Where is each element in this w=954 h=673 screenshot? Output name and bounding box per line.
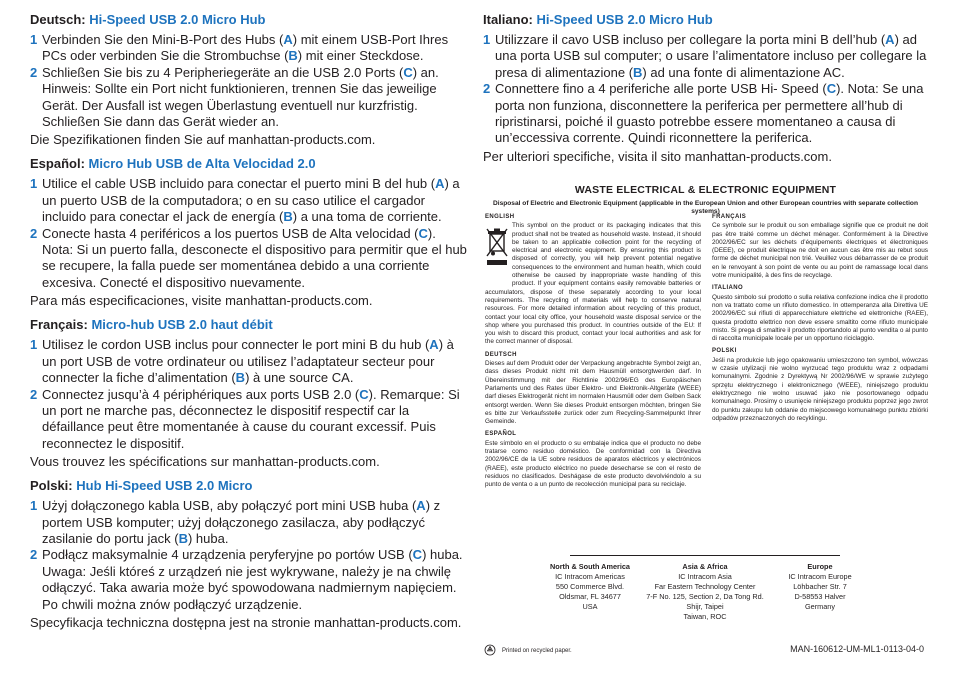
- product-name: Micro Hub USB de Alta Velocidad 2.0: [88, 156, 316, 172]
- step-1: [30, 337, 470, 386]
- step-text: Utilice el cable USB incluido para conectar el puerto mini B del hub (A) a un puerto USB de la computadora; o en su caso utilice el cargador incluido para conectar el jack de energía (B) a una toma de corriente.: [42, 176, 460, 225]
- office-region: North & South America: [549, 562, 630, 571]
- document-number: MAN-160612-UM-ML1-0113-04-0: [790, 644, 924, 654]
- ref-b: B: [288, 48, 298, 64]
- address-line: IC Intracom Europe: [788, 572, 852, 581]
- ref-b: B: [283, 209, 293, 225]
- recycled-paper-note: [484, 644, 572, 658]
- step-1: [30, 498, 470, 547]
- language-label: Deutsch:: [30, 12, 86, 27]
- weee-lang-heading: DEUTSCH: [485, 351, 517, 358]
- recycle-icon: [484, 644, 496, 658]
- weee-columns: [485, 213, 928, 490]
- step-text: Schließen Sie bis zu 4 Peripheriegeräte an die USB 2.0 Ports (C) an. Hinweis: Sollte ein Port nicht funktionieren, trennen Sie das jeweilige Gerät. Der Ausfall ist wegen Überlastung eventuell nur kurzfristig. Schließen Sie dann das Gerät wieder an.: [42, 64, 439, 130]
- weee-text-espanol: Este símbolo en el producto o su embalaje indica que el producto no debe tratarse como residuo doméstico. De conformidad con la Directiva 2002/96/CE de la UE sobre residuos de aparatos eléctricos y electrónicos (RAEE), este producto eléctrico no puede desecharse se con el resto de residuos no clasificados. Deshágase de este producto devolviéndolo a su punto de venta o a un punto de recolección municipal para su reciclaje.: [485, 439, 701, 489]
- weee-lang-heading: ESPAÑOL: [485, 431, 517, 438]
- language-label: Polski:: [30, 478, 73, 494]
- step-text: Conecte hasta 4 periféricos a los puertos USB de Alta velocidad (C). Nota: Si un puerto falla, desconecte el dispositivo para permitir que el hub se recupere, la falla puede ser momentánea debido a una corriente excesiva. Conecté el dispositivo nuevamente.: [42, 225, 467, 290]
- weee-lang-heading: ITALIANO: [712, 285, 744, 292]
- section-francais: [30, 317, 470, 470]
- address-line: Germany: [804, 602, 835, 611]
- weee-text-polski: Jeśli na produkcie lub jego opakowaniu umieszczono ten symbol, wówczas w czasie utylizacji nie wolno wyrzucać tego produktu wraz z odpadami komunalnymi. Zgodnie z Dyrektywą Nr 2002/96/WE w sprawie zużytego sprzętu elektrycznego i elektronicznego (WEEE), niniejszego produktu elektrycznego nie wolno usuwać jako nie posortowanego odpadu komunalnego. Prosimy o usunięcie niniejszego produktu poprzez jego zwrot do punktu zakupu lub oddanie do miejscowego komunalnego punktu zbiórki odpadów przeznaczonych do recyklingu.: [712, 356, 928, 422]
- section-title: [483, 12, 928, 27]
- weee-lang-heading: ENGLISH: [485, 214, 515, 220]
- ref-a: A: [283, 32, 293, 47]
- product-name: Hi-Speed USB 2.0 Micro Hub: [536, 12, 713, 27]
- step-2: [30, 65, 470, 131]
- office-region: Europe: [807, 562, 833, 571]
- language-label: Français:: [30, 317, 88, 333]
- step-2: [30, 226, 470, 292]
- left-column: [30, 12, 470, 639]
- right-column: [483, 12, 928, 173]
- step-2: [30, 547, 470, 613]
- ref-a: A: [429, 337, 439, 353]
- office-europe: [770, 562, 870, 622]
- step-text: Connettere fino a 4 periferiche alle porte USB Hi- Speed (C). Nota: Se una porta non funziona, disconnettere la periferica per permettere all’hub di ripristinarsi, poiché il guasto potrebbe essere momentaneo a causa di un’eccessiva corrente. Quindi riconnettere la periferica.: [495, 81, 924, 146]
- step-number: 2: [30, 386, 38, 402]
- step-2: [30, 387, 470, 453]
- step-1: [30, 176, 470, 225]
- step-number: 1: [30, 176, 38, 192]
- product-name: Hi-Speed USB 2.0 Micro Hub: [89, 12, 266, 27]
- address-line: USA: [582, 602, 598, 611]
- ref-a: A: [416, 498, 426, 514]
- weee-section: [483, 183, 928, 489]
- office-asia: [645, 562, 765, 622]
- ref-c: C: [826, 81, 837, 97]
- step-text: Utilizzare il cavo USB incluso per collegare la porta mini B dell’hub (A) ad una porta USB sul computer; o usare l’alimentatore incluso per collegare la presa di alimentazione (B) ad una fonte di alimentazione AC.: [495, 32, 927, 80]
- address-line: 7-F No. 125, Section 2, Da Tong Rd.: [646, 592, 764, 601]
- ref-b: B: [235, 370, 246, 386]
- step-number: 1: [483, 32, 491, 47]
- spec-note: Per ulteriori specifiche, visita il sito manhattan-products.com.: [483, 148, 832, 164]
- language-label: Español:: [30, 156, 85, 172]
- crossed-out-wheelie-bin-icon: [485, 226, 509, 284]
- ref-c: C: [359, 386, 369, 402]
- weee-lang-heading: POLSKI: [712, 348, 737, 355]
- step-text: Verbinden Sie den Mini-B-Port des Hubs (A) mit einem USB-Port Ihres PCs oder verbinden Sie die Strombuchse (B) mit einer Steckdose.: [42, 32, 449, 64]
- section-polski: [30, 478, 470, 631]
- address-line: IC Intracom Americas: [555, 572, 625, 581]
- address-line: Löhbacher Str. 7: [793, 582, 847, 591]
- weee-text-francais: Ce symbole sur Ie produit ou son emballage signifie que ce produit ne doit pas être traité comme un déchet ménager. Conformément à la Directive 2002/96/EC sur les déchets d’équipements électriques et électroniques (DEEE), ce produit électrique ne doit en aucun cas être mis au rebut sous forme de déchet municipal non trié. Veuillez vous débarrasser de ce produit en le renvoyant à son point de vente ou au point de ramassage local dans votre municipalité, à des fins de recyclage.: [712, 222, 928, 280]
- step-number: 2: [30, 225, 38, 241]
- office-addresses: [540, 562, 870, 622]
- weee-lang-heading: FRANÇAIS: [712, 214, 747, 220]
- section-title: [30, 12, 470, 27]
- weee-column-left: [485, 213, 701, 490]
- section-title: [30, 478, 470, 493]
- ref-b: B: [178, 530, 188, 546]
- step-1: [483, 32, 928, 81]
- section-title: [30, 317, 470, 332]
- spec-note: Specyfikacja techniczna dostępna jest na stronie manhattan-products.com.: [30, 614, 462, 630]
- ref-a: A: [435, 176, 445, 192]
- ref-c: C: [403, 64, 413, 80]
- weee-title: WASTE ELECTRICAL & ELECTRONIC EQUIPMENT: [574, 184, 837, 196]
- address-line: 550 Commerce Blvd.: [555, 582, 625, 591]
- step-number: 2: [483, 81, 491, 97]
- weee-text-deutsch: Dieses auf dem Produkt oder der Verpackung angebrachte Symbol zeigt an, dass dieses Produkt nicht mit dem Hausmüll entsorgtwerden darf. In Übereinstimmung mit der Richtlinie 2002/96/EG des Europäischen Parlaments und des Rates über Elektro- und Elektronik-Altgeräte (WEEE) darf dieses Elektrogerät nicht im normalen Hausmüll oder dem Gelben Sack entsorgt werden. Wenn Sie dieses Produkt entsorgen möchten, bringen Sie es bitte zur Verkaufsstelle zurück oder zum Recycling-Sammelpunkt Ihrer Gemeinde.: [485, 360, 701, 426]
- step-text: Użyj dołączonego kabla USB, aby połączyć port mini USB huba (A) z portem USB komputer; użyj dołączonego zasilacza, aby podłączyć zasilanie do portu jack (B) huba.: [42, 498, 441, 546]
- section-deutsch: [30, 12, 470, 148]
- weee-subtitle: Disposal of Electric and Electronic Equipment (applicable in the European Union and other European countries with separate collection systems): [492, 200, 918, 215]
- address-line: Shijr, Taipei: [686, 602, 724, 611]
- step-2: [483, 81, 928, 147]
- section-italiano: [483, 12, 928, 165]
- office-americas: [540, 562, 640, 622]
- address-line: Taiwan, ROC: [683, 612, 727, 621]
- step-number: 2: [30, 64, 38, 80]
- spec-note: Vous trouvez les spécifications sur manhattan-products.com.: [30, 454, 380, 470]
- ref-b: B: [633, 64, 643, 80]
- weee-text-english: This symbol on the product or its packaging indicates that this product shall not be treated as household waste. Instead, it should be taken to an applicable collection point for the recycling of electrical and electronic equipment. By ensuring this product is disposed of correctly, you will help prevent potential negative consequences to the environment and human health, which could otherwise be caused by inappropriate waste handling of this product. If your equipment contains easily removable batteries or accumulators, dispose of these separately according to your local requirements. The recycling of materials will help to conserve natural resources. For more detailed information about recycling of this product, contact your local city office, your household waste disposal service or the shop where you purchased this product. In countries outside of the EU: If you wish to discard this product, contact your local authorities and ask for the correct manner of disposal.: [485, 222, 701, 346]
- language-label: Italiano:: [483, 12, 533, 27]
- address-line: IC Intracom Asia: [678, 572, 732, 581]
- step-number: 1: [30, 337, 38, 353]
- address-line: Far Eastern Technology Center: [654, 582, 756, 591]
- address-line: D-58553 Halver: [794, 592, 846, 601]
- weee-column-right: [712, 213, 928, 490]
- section-espanol: [30, 156, 470, 309]
- section-title: [30, 156, 470, 171]
- step-text: Connectez jusqu’à 4 périphériques aux ports USB 2.0 (C). Remarque: Si un port ne marche pas, déconnectez le dispositif respectif car la défaillance peut être momentanée à cause du courant excessif. Puis reconnectez le dispositif.: [42, 386, 460, 451]
- ref-a: A: [885, 32, 895, 47]
- step-number: 1: [30, 32, 38, 47]
- divider: [570, 555, 840, 556]
- step-text: Utilisez le cordon USB inclus pour connecter le port mini B du hub (A) à un port USB de votre ordinateur ou utilisez l’adaptateur secteur pour connecter la fiche d’alimentation (B) à une source CA.: [42, 337, 454, 386]
- recycled-text: Printed on recycled paper.: [502, 648, 572, 654]
- step-number: 2: [30, 547, 38, 563]
- spec-note: Die Spezifikationen finden Sie auf manhattan-products.com.: [30, 132, 376, 148]
- step-number: 1: [30, 498, 38, 514]
- address-line: Oldsmar, FL 34677: [559, 592, 621, 601]
- product-name: Hub Hi-Speed USB 2.0 Micro: [76, 478, 253, 494]
- office-region: Asia & Africa: [682, 562, 728, 571]
- spec-note: Para más especificaciones, visite manhattan-products.com.: [30, 293, 373, 309]
- ref-c: C: [418, 225, 428, 241]
- ref-c: C: [412, 547, 423, 563]
- weee-text-italiano: Questo simbolo sui prodotto o sulla relativa confezione indica che il prodotto non va trattato come un rifiuto domestico. In ottemperanza alla Direttiva UE 2002/96/EC sui rifiuti di apparecchiature elettriche ed elettroniche (RAEE), questa prodotto elettrico non deve essere smaltito come rifiuto municipale misto. Si prega di smaltire il prodotto riportandolo al punto vendita o al punto di raccolta municipale locale per un opportuno riciclaggio.: [712, 293, 928, 343]
- step-text: Podłącz maksymalnie 4 urządzenia peryferyjne po portów USB (C) huba. Uwaga: Jeśli któreś z urządzeń nie jest wykrywane, należy je na chwilę odłączyć. Taka awaria może być spowodowana nadmiernym napięciem. Po chwili można znów podłączyć urządzenie.: [42, 547, 463, 612]
- step-1: [30, 32, 470, 65]
- product-name: Micro-hub USB 2.0 haut débit: [91, 317, 273, 333]
